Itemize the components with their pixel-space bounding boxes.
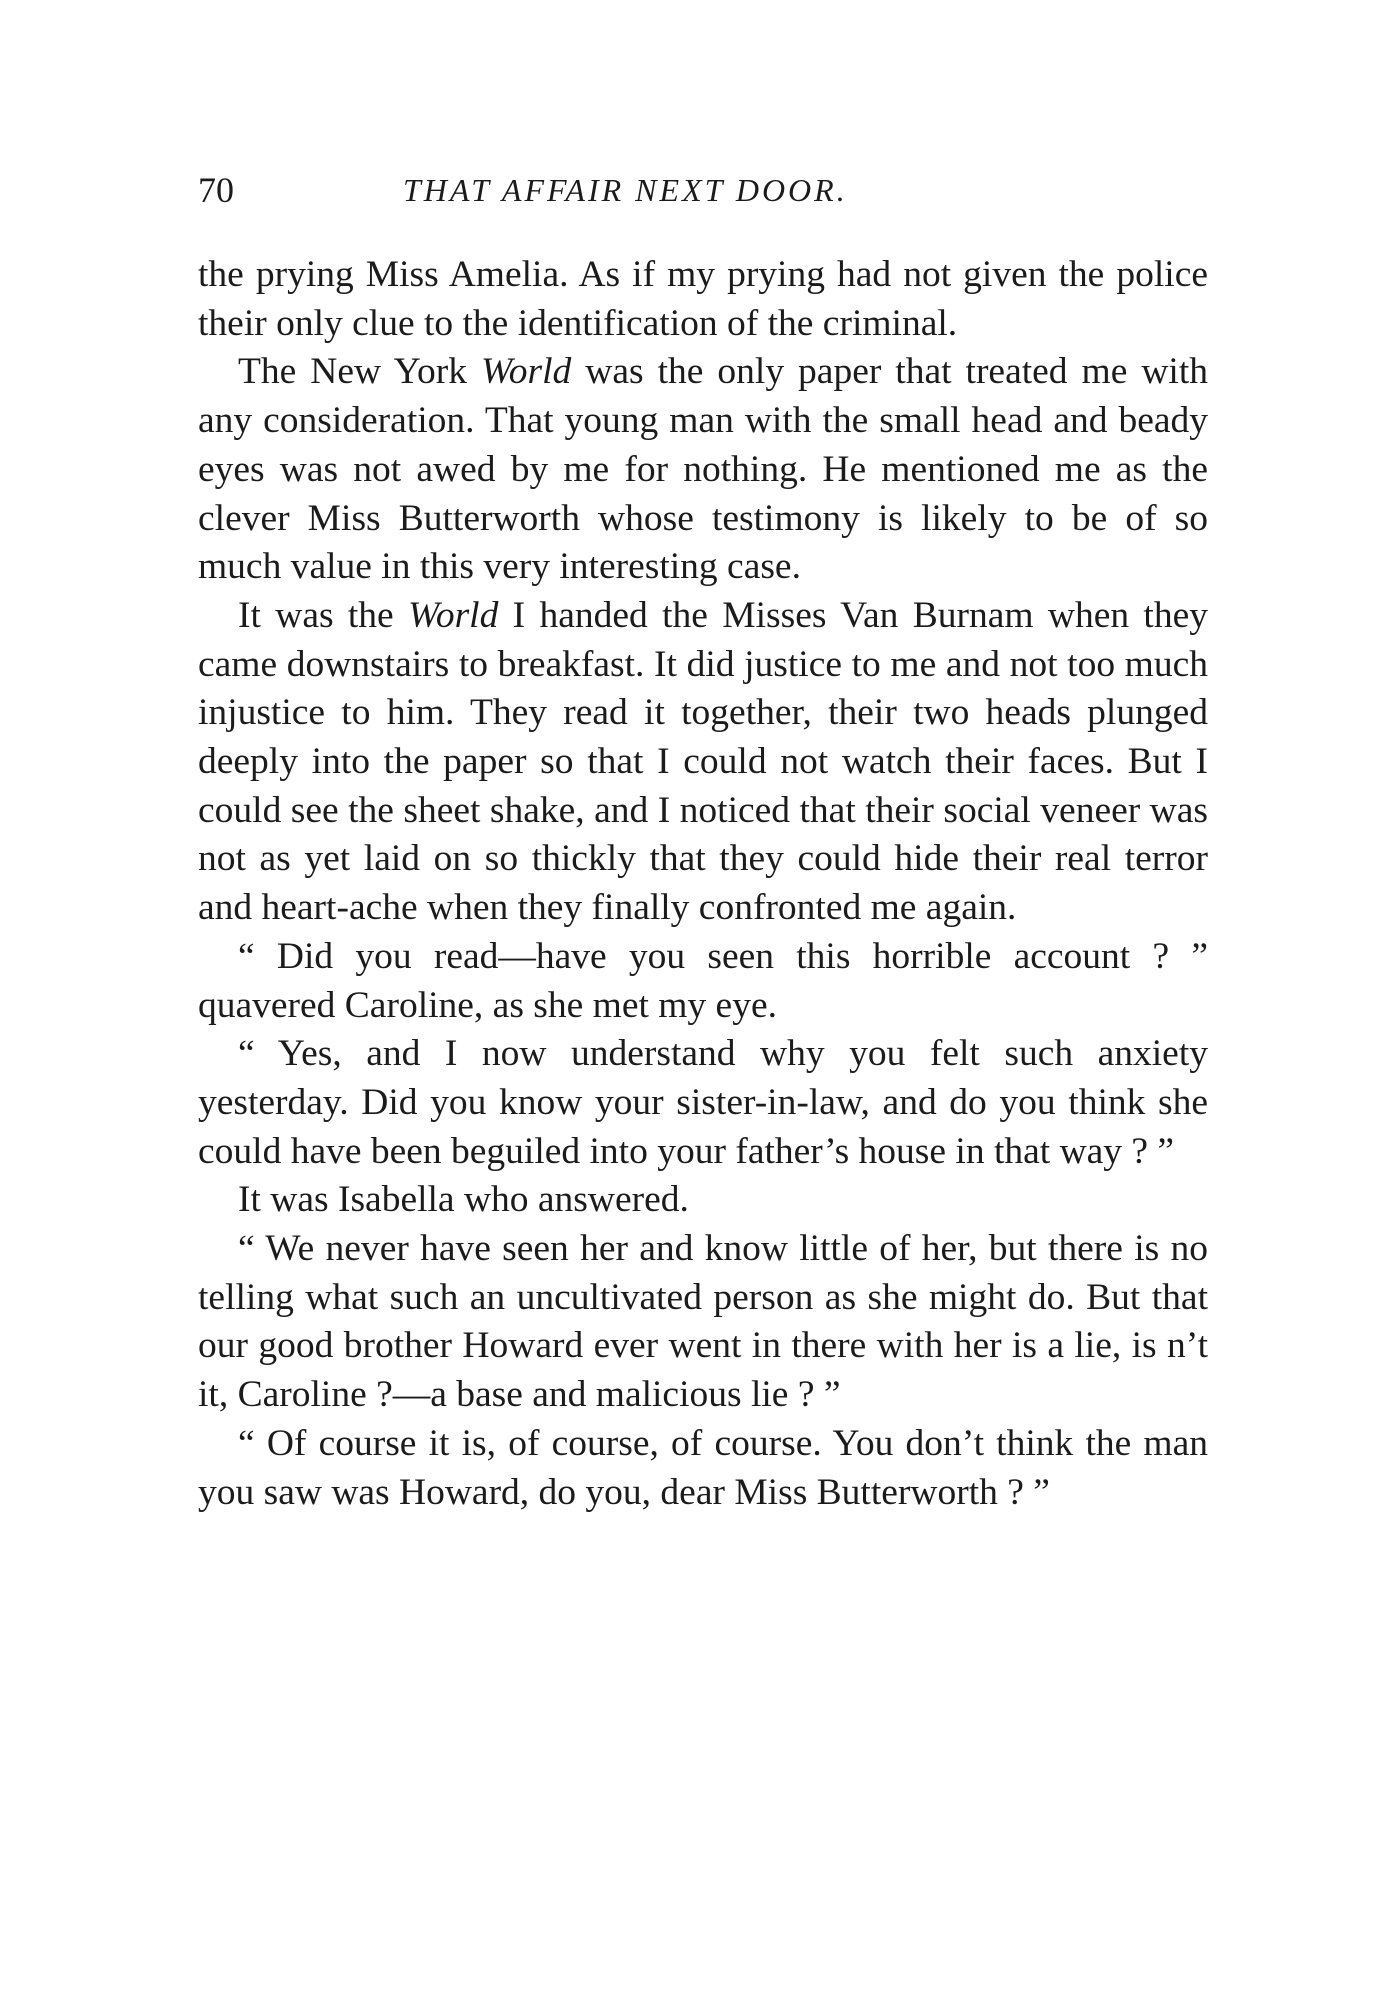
paragraph-2-start: The New York [238,351,481,393]
paragraph-3 [198,592,1208,933]
body-text [198,251,1208,1517]
newspaper-title: World [408,594,499,636]
paragraph-8: “ Of course it is, of course, of course. You don’t think the man you saw was Howard, do you, dear Miss Butterworth ? ” [198,1422,1208,1513]
paragraph-4: “ Did you read—have you seen this horrible account ? ” quavered Caroline, as she met my eye. [198,935,1208,1026]
paragraph-2 [198,348,1208,592]
paragraph-7: “ We never have seen her and know little of her, but there is no telling what such an uncultivated person as she might do. But that our good brother Howard ever went in there with her is a lie, is n’t it, Caroline ?—a base and malicious lie ? ” [198,1228,1208,1416]
paragraph-1: the prying Miss Amelia. As if my prying had not given the police their only clue to the identification of the criminal. [198,254,1208,344]
paragraph-2-end: was the only paper that treated me with any consideration. That young man with the small head and beady eyes was not awed by me for nothing. He mentioned me as the clever Miss Butterworth whose testimony is likely to be of so much value in this very interesting case. [198,351,1208,588]
paragraph-6: It was Isabella who answered. [238,1179,689,1221]
paragraph-5: “ Yes, and I now understand why you felt such anxiety yesterday. Did you know your sister-in-law, and do you think she could have been beguiled into your father’s house in that way ? ” [198,1033,1208,1172]
page-number: 70 [198,170,234,210]
newspaper-title: World [481,351,572,393]
paragraph-3-start: It was the [238,594,409,636]
running-head: THAT AFFAIR NEXT DOOR. [403,172,848,208]
paragraph-3-end: I handed the Misses Van Burnam when they came downstairs to breakfast. It did justice to me and not too much injustice to him. They read it together, their two heads plunged deeply into the paper so that I could not watch their faces. But I could see the sheet shake, and I noticed that their social veneer was not as yet laid on so thickly that they could hide their real terror and heart-ache when they finally confronted me again. [198,594,1208,929]
page-header [198,168,1208,218]
